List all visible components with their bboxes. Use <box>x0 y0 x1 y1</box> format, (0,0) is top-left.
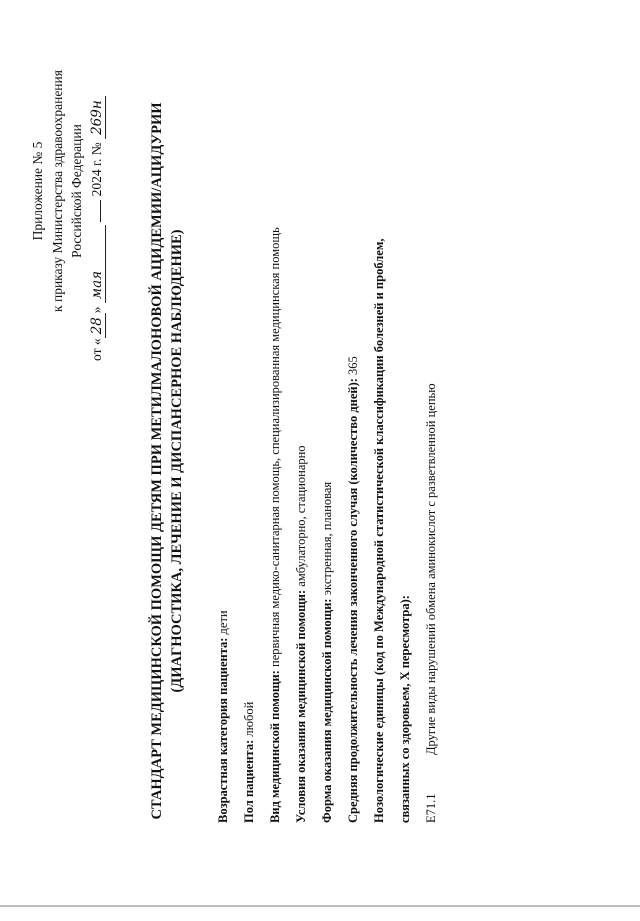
field-sex <box>236 43 262 823</box>
field-sex-value: любой <box>242 701 256 737</box>
field-conditions <box>288 43 314 823</box>
field-duration <box>340 43 366 823</box>
appendix-header <box>28 21 106 361</box>
field-type <box>262 43 288 823</box>
order-number: 269н <box>90 96 106 139</box>
title-line-2: (ДИАГНОСТИКА, ЛЕЧЕНИЕ И ДИСПАНСЕРНОЕ НАБЛЮДЕНИЕ) <box>169 229 185 693</box>
field-sex-label: Пол пациента: <box>242 739 256 823</box>
date-blank <box>100 200 101 222</box>
standard-fields <box>210 43 444 823</box>
document-title <box>147 91 187 831</box>
field-duration-value: 365 <box>346 356 360 375</box>
date-prefix: от « <box>88 338 104 361</box>
appendix-number: Приложение № 5 <box>30 141 45 241</box>
field-conditions-value: амбулаторно, стационарно <box>294 445 308 587</box>
field-form-label: Форма оказания медицинской помощи: <box>320 598 334 823</box>
scan-edge <box>0 905 640 907</box>
title-line-1: СТАНДАРТ МЕДИЦИНСКОЙ ПОМОЩИ ДЕТЯМ ПРИ МЕТИЛМАЛОНОВОЙ АЦИДЕМИИ/АЦИДУРИИ <box>149 102 165 820</box>
appendix-order-ref: к приказу Министерства здравоохранения <box>49 70 65 312</box>
date-year: 2024 г. № <box>88 142 104 197</box>
date-mid: » <box>88 306 104 314</box>
appendix-date-row <box>87 21 107 361</box>
diagnosis-name: Другие виды нарушений обмена аминокислот с разветвленной цепью <box>424 383 438 755</box>
field-conditions-label: Условия оказания медицинской помощи: <box>294 589 308 823</box>
field-duration-label: Средняя продолжительность лечения законченного случая (количество дней): <box>346 378 360 823</box>
date-month: мая <box>90 225 106 303</box>
field-age-value: дети <box>216 610 230 635</box>
diagnosis-code: E71.1 <box>424 793 438 823</box>
field-nosology-label-2: связанных со здоровьем, X пересмотра): <box>398 595 412 823</box>
date-day: 28 <box>90 313 106 338</box>
field-age-label: Возрастная категория пациента: <box>216 637 230 823</box>
field-form-value: экстренная, плановая <box>320 481 334 596</box>
field-nosology <box>366 43 418 823</box>
field-type-value: первичная медико-санитарная помощь, специализированная медицинская помощь <box>268 227 282 667</box>
field-type-label: Вид медицинской помощи: <box>268 670 282 823</box>
diagnosis-row <box>418 43 444 823</box>
field-form <box>314 43 340 823</box>
field-nosology-label-1: Нозологические единицы (код по Международной статистической классификации болезней и проблем, <box>372 238 386 823</box>
field-age <box>210 43 236 823</box>
appendix-federation: Российской Федерации <box>69 124 84 258</box>
